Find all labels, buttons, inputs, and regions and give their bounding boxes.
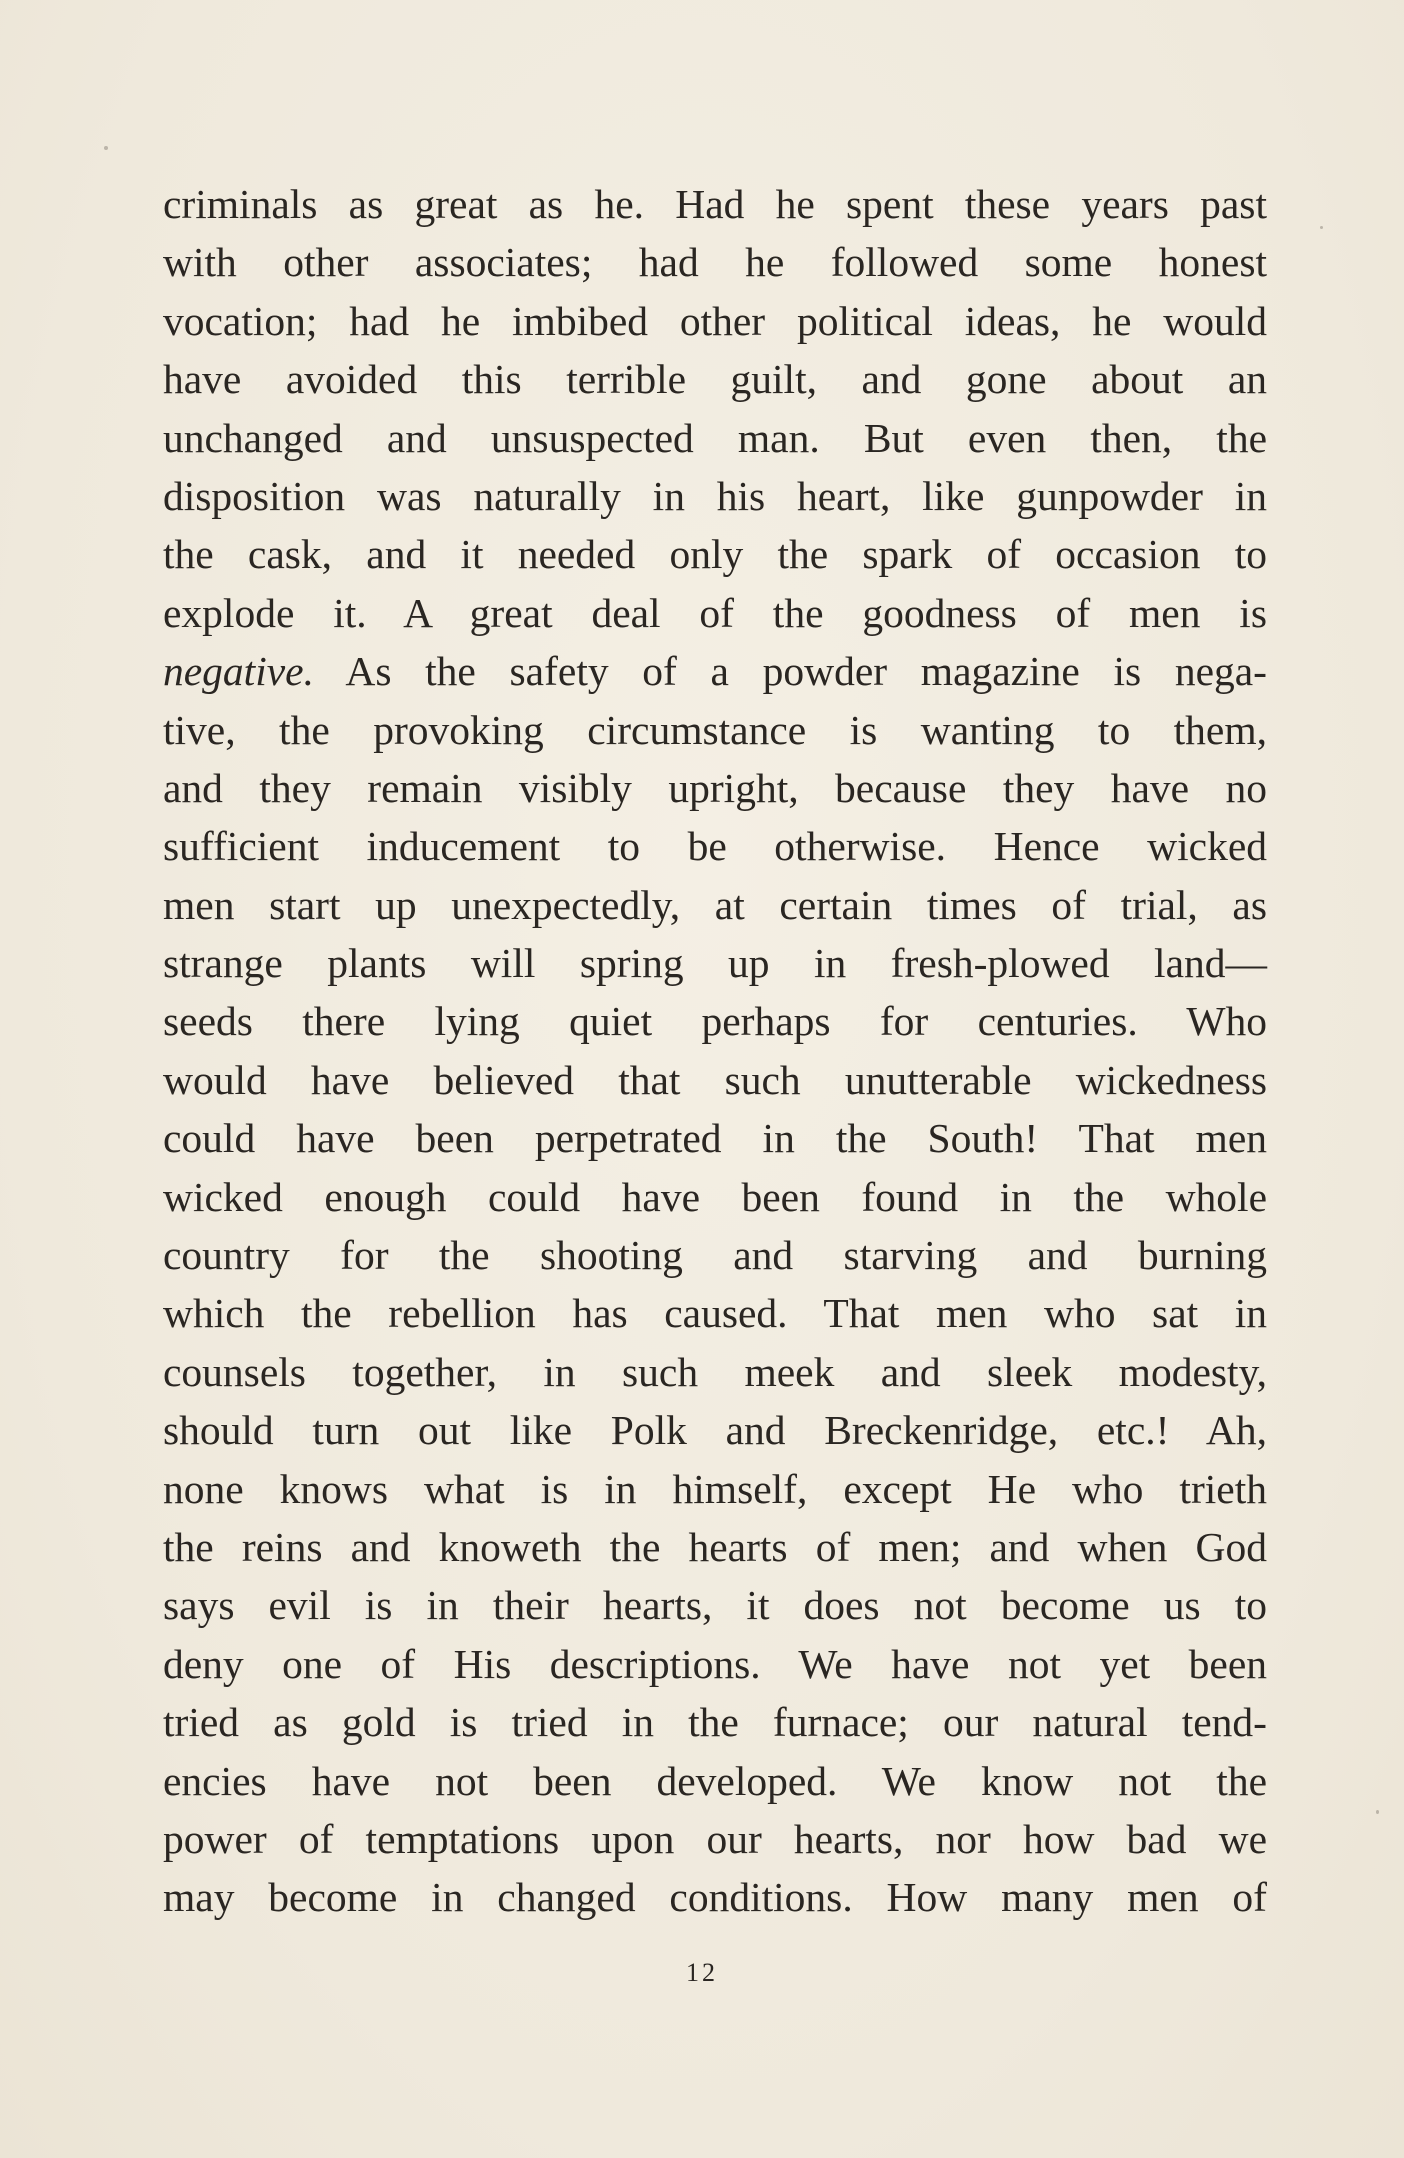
- paper-speck: [1376, 1810, 1379, 1814]
- page-number: 12: [686, 1958, 718, 1987]
- text-line: could have been perpetrated in the South! That men: [163, 1115, 1267, 1162]
- text-line: have avoided this terrible guilt, and gone about an: [163, 356, 1267, 403]
- text-line: seeds there lying quiet perhaps for centuries. Who: [163, 998, 1267, 1045]
- text-line: strange plants will spring up in fresh-plowed land—: [163, 940, 1267, 987]
- text-line: sufficient inducement to be otherwise. Hence wicked: [163, 823, 1267, 870]
- text-line: none knows what is in himself, except He who trieth: [163, 1465, 1267, 1512]
- text-line: negative. As the safety of a powder magazine is nega-: [163, 648, 1267, 695]
- text-line: men start up unexpectedly, at certain times of trial, as: [163, 881, 1267, 928]
- text-line: wicked enough could have been found in the whole: [163, 1173, 1267, 1220]
- text-line: unchanged and unsuspected man. But even then, the: [163, 414, 1267, 461]
- italic-word: negative.: [163, 648, 314, 695]
- body-text: [163, 175, 1267, 1927]
- text-line: counsels together, in such meek and sleek modesty,: [163, 1348, 1267, 1395]
- text-line: the reins and knoweth the hearts of men; and when God: [163, 1523, 1267, 1570]
- text-line: would have believed that such unutterable wickedness: [163, 1056, 1267, 1103]
- text-line: may become in changed conditions. How many men of: [163, 1874, 1267, 1921]
- paper-speck: [104, 146, 108, 150]
- text-line: criminals as great as he. Had he spent these years past: [163, 181, 1267, 227]
- text-line: tive, the provoking circumstance is wanting to them,: [163, 706, 1267, 753]
- text-line: deny one of His descriptions. We have not yet been: [163, 1640, 1267, 1687]
- text-line: says evil is in their hearts, it does not become us to: [163, 1582, 1267, 1629]
- text-line: explode it. A great deal of the goodness of men is: [163, 589, 1267, 636]
- text-line: with other associates; had he followed some honest: [163, 239, 1267, 286]
- text-line: encies have not been developed. We know not the: [163, 1757, 1267, 1804]
- text-line: the cask, and it needed only the spark of occasion to: [163, 531, 1267, 578]
- text-line: should turn out like Polk and Breckenridge, etc.! Ah,: [163, 1407, 1267, 1454]
- text-line: and they remain visibly upright, because they have no: [163, 764, 1267, 811]
- text-line: power of temptations upon our hearts, nor how bad we: [163, 1815, 1267, 1862]
- text-line: disposition was naturally in his heart, like gunpowder in: [163, 472, 1267, 519]
- paper-speck: [1320, 226, 1323, 229]
- text-line: vocation; had he imbibed other political ideas, he would: [163, 297, 1267, 344]
- text-line: which the rebellion has caused. That men who sat in: [163, 1290, 1267, 1337]
- text-line: tried as gold is tried in the furnace; our natural tend-: [163, 1699, 1267, 1746]
- text-line: country for the shooting and starving and burning: [163, 1232, 1267, 1279]
